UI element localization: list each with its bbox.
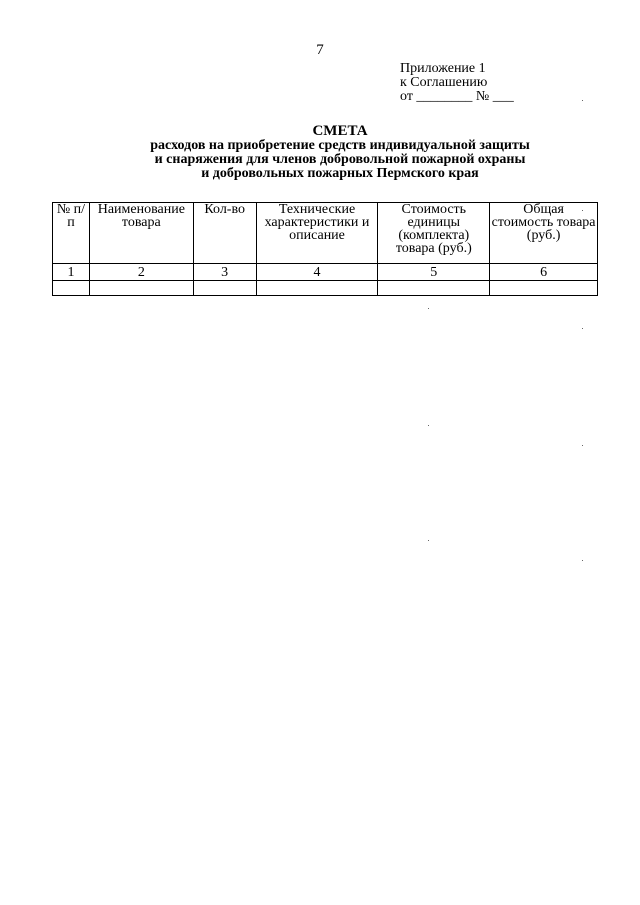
header-cell-unit-price: Стоимость единицы (комплекта) товара (руб.) (378, 203, 490, 264)
appendix-line-1: Приложение 1 (400, 61, 486, 76)
column-number-cell: 5 (378, 264, 490, 281)
scan-speck (582, 328, 583, 329)
scan-speck (428, 425, 429, 426)
scan-speck (428, 308, 429, 309)
appendix-line-2: к Соглашению (400, 75, 488, 90)
table-cell (53, 281, 90, 296)
page-number: 7 (316, 42, 324, 58)
table-cell (256, 281, 378, 296)
document-title (0, 124, 640, 181)
column-number-cell: 1 (53, 264, 90, 281)
column-number-cell: 2 (89, 264, 193, 281)
header-cell-quantity: Кол-во (193, 203, 256, 264)
table-header-row (53, 203, 598, 264)
scan-speck (428, 540, 429, 541)
estimate-table (52, 202, 598, 296)
table-row (53, 264, 598, 281)
header-cell-specs: Технические характеристики и описание (256, 203, 378, 264)
title-line-3: и добровольных пожарных Пермского края (201, 166, 479, 181)
header-cell-name: Наименование товара (89, 203, 193, 264)
appendix-note (400, 62, 514, 104)
title-line-1: расходов на приобретение средств индивидуальной защиты (150, 138, 530, 153)
column-number-cell: 6 (490, 264, 598, 281)
title-main: СМЕТА (312, 123, 368, 139)
table-cell (89, 281, 193, 296)
scan-speck (582, 445, 583, 446)
appendix-line-3: от ________ № ___ (400, 89, 514, 104)
table-row (53, 281, 598, 296)
table-cell (193, 281, 256, 296)
scan-speck (582, 210, 583, 211)
scan-speck (582, 100, 583, 101)
table-cell (490, 281, 598, 296)
title-line-2: и снаряжения для членов добровольной пожарной охраны (154, 152, 526, 167)
column-number-cell: 3 (193, 264, 256, 281)
header-cell-total-price: Общая стоимость товара (руб.) (490, 203, 598, 264)
header-cell-number: № п/п (53, 203, 90, 264)
table-cell (378, 281, 490, 296)
column-number-cell: 4 (256, 264, 378, 281)
scan-speck (582, 560, 583, 561)
